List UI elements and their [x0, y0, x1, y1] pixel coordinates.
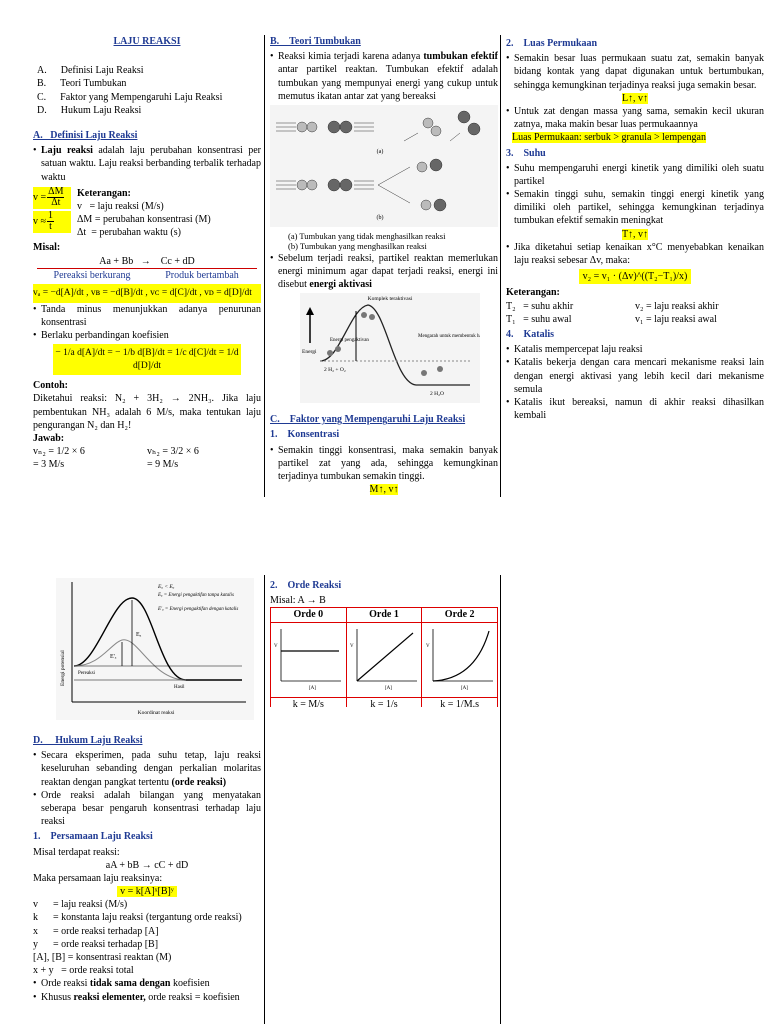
definition-line: v = laju reaksi (M/s) — [33, 899, 128, 911]
svg-text:V: V — [425, 643, 430, 649]
svg-text:Energi pengaktivan: Energi pengaktivan — [330, 338, 369, 344]
bullet-katalis-3: • Katalis ikut bereaksi, namun di akhir reaksi dihasilkan kembali — [506, 396, 764, 422]
svg-text:Energi potensial: Energi potensial — [60, 650, 66, 686]
catalyst-energy-graph — [56, 578, 254, 720]
collision-diagram — [270, 105, 498, 227]
caption-b: (b) — [376, 214, 384, 221]
definition-line: x + y = orde reaksi total — [33, 965, 134, 977]
table-of-contents — [37, 64, 261, 117]
section-d-heading: D. Hukum Laju Reaksi — [33, 735, 143, 746]
jawab-values: vₙ₂ = 1/2 × 6 = 3 M/s vₕ₂ = 3/2 × 6 = 9 M/s — [33, 446, 199, 471]
column-divider-4 — [500, 575, 501, 1024]
section-b-heading: B. Teori Tumbukan — [270, 36, 361, 47]
column-hukum — [33, 730, 261, 1024]
activation-energy-diagram — [300, 293, 480, 403]
keterangan-row: T₂ = suhu akhir v₂ = laju reaksi akhir — [506, 300, 719, 312]
contoh-soal: Diketahui reaksi: N₂ + 3H₂ → 2NH₃. Jika laju pembentukan NH₃ adalah 6 M/s, maka tentukan laju pengurangan N₂ dan H₂! — [33, 393, 261, 431]
orde-header: Orde 0 — [271, 608, 347, 622]
svg-text:Koordinat reaksi: Koordinat reaksi — [137, 710, 175, 716]
section-a-heading: A. Definisi Laju Reaksi — [33, 129, 138, 141]
bullet-katalis-2: • Katalis bekerja dengan cara mencari mekanisme reaksi lain dengan energi aktivasi yang lebih kecil dari mekanisme semula — [506, 357, 764, 395]
bullet-tanda: • Tanda minus menunjukkan adanya penurunan konsentrasi — [33, 303, 261, 328]
bullet-tumbukan: • Reaksi kimia terjadi karena adanya tumbukan efektif antar partikel reaktan. Tumbukan efektif adalah tumbukan yang mempunyai energi yang cukup untuk memutus ikatan antar zat yang bereaksi — [270, 51, 498, 102]
luas-order: Luas Permukaan: serbuk > granula > lempengan — [512, 132, 706, 144]
luas-summary: L↑, v↑ — [621, 92, 649, 104]
svg-text:[A]: [A] — [460, 685, 468, 691]
column-divider-2 — [500, 35, 501, 497]
svg-text:2 H₂ + O₂: 2 H₂ + O₂ — [324, 367, 346, 374]
orde-1-line — [357, 633, 413, 681]
konsentrasi-heading: 1. Konsentrasi — [270, 429, 340, 441]
svg-text:[A]: [A] — [309, 685, 317, 691]
coefficient-ratio: − 1/a d[A]/dt = − 1/b d[B]/dt = 1/c d[C]/dt = 1/d d[D]/dt — [53, 344, 241, 375]
orde-table — [270, 607, 498, 707]
definition-line: [A], [B] = konsentrasi reaktan (M) — [33, 952, 172, 963]
caption-line-2: (b) Tumbukan yang menghasilkan reaksi — [288, 241, 427, 252]
svg-text:E'ₐ = Energi pengaktifan denga: E'ₐ = Energi pengaktifan dengan katalis — [158, 607, 239, 612]
suhu-summary: T↑, v↑ — [621, 228, 649, 240]
misal-label: Misal: — [33, 242, 61, 254]
bullet-orde-2: • Khusus reaksi elementer, orde reaksi = koefisien — [33, 991, 240, 1003]
bullet-hukum-2: • Orde reaksi adalah bilangan yang menyatakan seberapa besar pengaruh konsentrasi terhadap laju reaksi — [33, 789, 261, 828]
bullet-energi-aktivasi: • Sebelum terjadi reaksi, partikel reaktan memerlukan energi minimum agar dapat terjadi reaksi, energi ini disebut energi aktivasi — [270, 252, 498, 290]
column-orde — [270, 577, 498, 707]
bullet-katalis-1: • Katalis mempercepat laju reaksi — [506, 344, 643, 356]
svg-text:Energi: Energi — [302, 349, 317, 356]
caption-a: (a) — [376, 148, 384, 155]
misal-text: Misal terdapat reaksi: — [33, 846, 120, 858]
column-definisi — [33, 35, 261, 497]
bullet-luas-2: • Untuk zat dengan massa yang sama, semakin kecil ukuran zatnya, maka makin besar luas permukaannya — [506, 105, 764, 131]
column-divider-3 — [264, 575, 265, 1024]
suhu-formula: v₂ = v₁ · (Δv)^((T₂−T₁)/x) — [506, 270, 764, 283]
bullet-hukum-1: • Secara eksperimen, pada suhu tetap, laju reaksi keseluruhan sebanding dengan perkalian molaritas reaktan dengan pangkat tertentu (orde reaksi) — [33, 750, 261, 788]
rate-law: v = k[A]ˣ[B]ʸ — [33, 885, 261, 898]
definition-line: y = orde reaksi terhadap [B] — [33, 938, 159, 950]
svg-text:Komplek teraktivasi: Komplek teraktivasi — [367, 296, 413, 303]
toc-item: B. Teori Tumbukan — [37, 78, 127, 90]
orde-2-curve — [433, 631, 489, 681]
orde-1-graph — [349, 625, 419, 691]
reactant-product-labels: Pereaksi berkurang Produk bertambah — [37, 268, 257, 282]
orde-k: k = M/s — [271, 697, 347, 707]
orde-misal: Misal: A → B — [270, 595, 326, 607]
bullet-konsentrasi: • Semakin tinggi konsentrasi, maka semakin banyak partikel zat yang ada, sehingga kemungkinan terjadinya tumbukan semakin tinggi. — [270, 444, 498, 482]
contoh-label: Contoh: — [33, 380, 69, 392]
konsentrasi-summary: M↑, v↑ — [369, 484, 399, 496]
toc-item: C. Faktor yang Mempengaruhi Laju Reaksi — [37, 91, 223, 103]
definition-line: x = orde reaksi terhadap [A] — [33, 925, 159, 937]
svg-text:V: V — [274, 643, 278, 649]
svg-text:[A]: [A] — [384, 685, 392, 691]
svg-text:Eₐ: Eₐ — [136, 632, 142, 638]
column-divider-1 — [264, 35, 265, 497]
orde-k: k = 1/M.s — [422, 697, 498, 707]
svg-text:Eₐ = Energi pengaktifan tanpa: Eₐ = Energi pengaktifan tanpa katalis — [158, 593, 234, 598]
reaction-equation: Aa + Bb → Cc + dD — [99, 255, 195, 267]
definition-line: k = konstanta laju reaksi (tergantung orde reaksi) — [33, 912, 242, 924]
page-title: LAJU REAKSI — [113, 36, 181, 47]
section-c-heading: C. Faktor yang Mempengaruhi Laju Reaksi — [270, 414, 466, 426]
suhu-heading: 3. Suhu — [506, 147, 546, 159]
svg-text:Mengarah untuk membentuk hasil: Mengarah untuk membentuk hasil — [418, 334, 480, 340]
keterangan-row: T₁ = suhu awal v₁ = laju reaksi awal — [506, 313, 717, 325]
orde-heading: 2. Orde Reaksi — [270, 580, 342, 591]
bullet-orde-1: • Orde reaksi tidak sama dengan koefisien — [33, 978, 210, 990]
bullet-suhu-3: • Jika diketahui setiap kenaikan x°C menyebabkan kenaikan laju reaksi sebesar Δv, maka: — [506, 241, 764, 266]
bullet-luas-1: • Semakin besar luas permukaan suatu zat, semakin banyak bidang kontak yang dapat digunakan untuk bertumbukan, sehingga kemungkinan terjadinya reaksi juga semakin besar. — [506, 53, 764, 91]
bullet-suhu-1: • Suhu mempengaruhi energi kinetik yang dimiliki oleh suatu partikel — [506, 162, 764, 187]
orde-k: k = 1/s — [346, 697, 422, 707]
reaction-general: aA + bB → cC + dD — [105, 859, 189, 871]
bullet-berlaku: • Berlaku perbandingan koefisien — [33, 329, 169, 341]
jawab-label: Jawab: — [33, 432, 65, 444]
keterangan: Keterangan: v = laju reaksi (M/s) ΔM = perubahan konsentrasi (M) Δt = perubahan waktu (s) — [77, 187, 211, 239]
svg-text:Hasil: Hasil — [174, 685, 185, 690]
formula-block — [33, 187, 261, 240]
svg-text:Eₐ < Eₐ: Eₐ < Eₐ — [158, 584, 175, 590]
bullet-suhu-2: • Semakin tinggi suhu, semakin tinggi energi kinetik yang dimiliki oleh partikel, sehingga kemungkinan terjadinya tumbukan efektif semakin meningkat — [506, 189, 764, 227]
rate-formulas: v = $\frac{\Delta M}{\Delta t}$ v ≈ $\frac{1}{t}$ — [33, 187, 71, 240]
svg-text:Pereaksi: Pereaksi — [78, 671, 95, 676]
orde-header: Orde 1 — [346, 608, 422, 622]
column-tumbukan — [270, 35, 498, 497]
toc-item: D. Hukum Laju Reaksi — [37, 104, 142, 116]
svg-text:2 H₂O: 2 H₂O — [430, 391, 444, 398]
svg-text:E'ₐ: E'ₐ — [110, 654, 117, 660]
luas-permukaan-heading: 2. Luas Permukaan — [506, 38, 598, 49]
keterangan-label: Keterangan: — [506, 287, 560, 299]
persamaan-heading: 1. Persamaan Laju Reaksi — [33, 831, 153, 843]
column-faktor — [506, 35, 764, 497]
orde-header: Orde 2 — [422, 608, 498, 622]
rate-expressions: vₐ = −d[A]/dt , vʙ = −d[B]/dt , vᴄ = d[C]/dt , vᴅ = d[D]/dt — [33, 284, 261, 303]
bullet-definition: • Laju reaksi adalah laju perubahan konsentrasi per satuan waktu. Laju reaksi berbanding terbalik terhadap waktu — [33, 145, 261, 183]
svg-text:V: V — [349, 643, 354, 649]
caption-line-1: (a) Tumbukan yang tidak menghasilkan reaksi — [288, 231, 446, 242]
orde-0-graph — [273, 625, 343, 691]
katalis-heading: 4. Katalis — [506, 328, 555, 340]
maka-text: Maka persamaan laju reaksinya: — [33, 872, 163, 884]
orde-2-graph — [425, 625, 495, 691]
toc-item: A. Definisi Laju Reaksi — [37, 65, 144, 77]
